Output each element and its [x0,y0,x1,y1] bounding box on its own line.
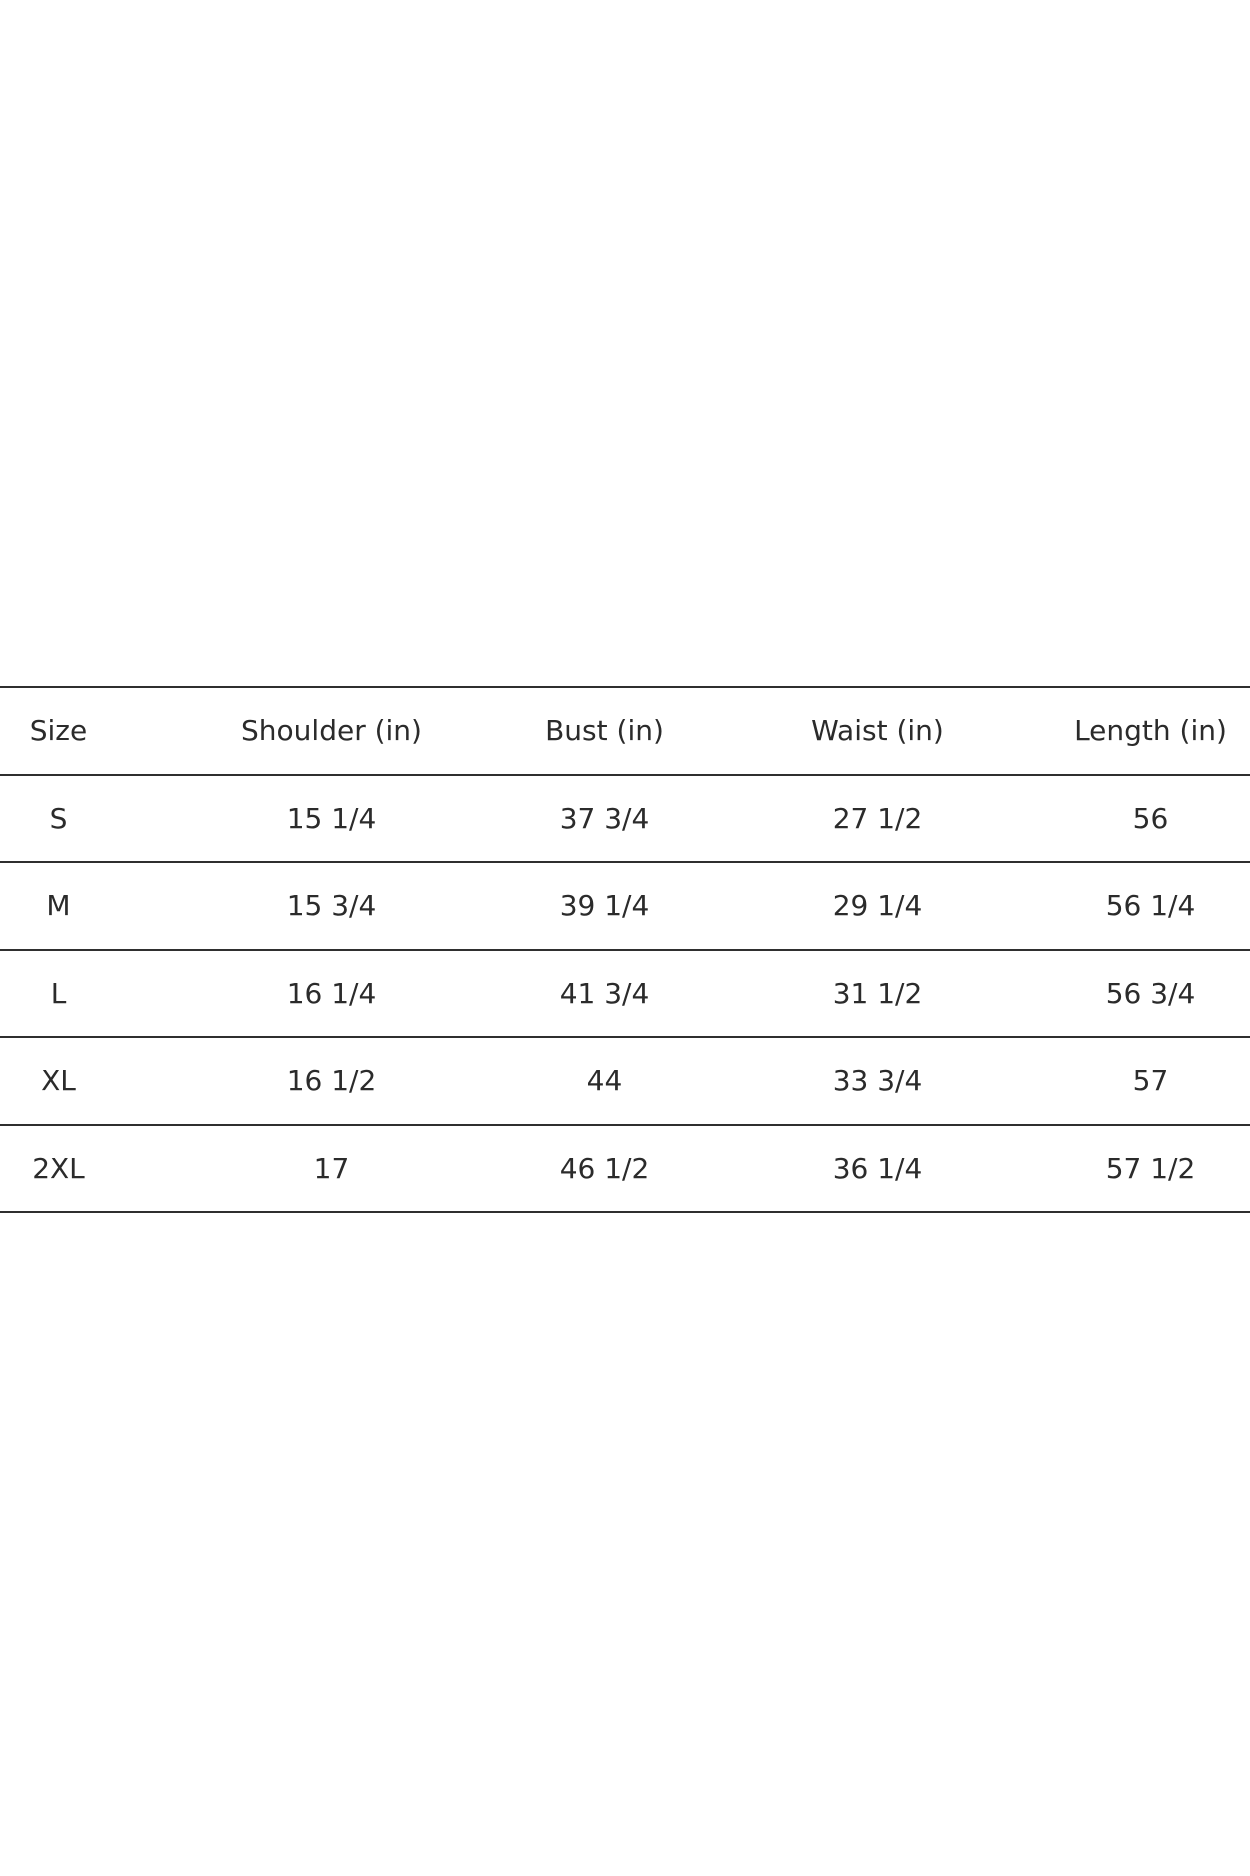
cell-bust: 46 1/2 [468,1125,741,1213]
column-header-length: Length (in) [1014,687,1250,775]
cell-size: M [0,862,195,950]
cell-shoulder: 16 1/4 [195,950,468,1038]
cell-shoulder: 17 [195,1125,468,1213]
cell-size: 2XL [0,1125,195,1213]
cell-length: 56 3/4 [1014,950,1250,1038]
table-row-xl [0,1037,1250,1125]
cell-shoulder: 15 3/4 [195,862,468,950]
cell-length: 56 [1014,775,1250,863]
cell-waist: 31 1/2 [741,950,1014,1038]
table-row-s [0,775,1250,863]
cell-size: XL [0,1037,195,1125]
cell-shoulder: 16 1/2 [195,1037,468,1125]
size-chart-table [0,686,1250,1213]
cell-size: S [0,775,195,863]
column-header-shoulder: Shoulder (in) [195,687,468,775]
cell-size: L [0,950,195,1038]
column-header-bust: Bust (in) [468,687,741,775]
cell-bust: 39 1/4 [468,862,741,950]
cell-bust: 41 3/4 [468,950,741,1038]
cell-waist: 33 3/4 [741,1037,1014,1125]
table-row-m [0,862,1250,950]
cell-bust: 37 3/4 [468,775,741,863]
cell-shoulder: 15 1/4 [195,775,468,863]
size-chart-region [0,686,1250,1213]
cell-length: 56 1/4 [1014,862,1250,950]
table-row-2xl [0,1125,1250,1213]
header-row [0,687,1250,775]
cell-bust: 44 [468,1037,741,1125]
cell-length: 57 [1014,1037,1250,1125]
cell-length: 57 1/2 [1014,1125,1250,1213]
cell-waist: 29 1/4 [741,862,1014,950]
column-header-size: Size [0,687,195,775]
cell-waist: 27 1/2 [741,775,1014,863]
cell-waist: 36 1/4 [741,1125,1014,1213]
table-row-l [0,950,1250,1038]
column-header-waist: Waist (in) [741,687,1014,775]
